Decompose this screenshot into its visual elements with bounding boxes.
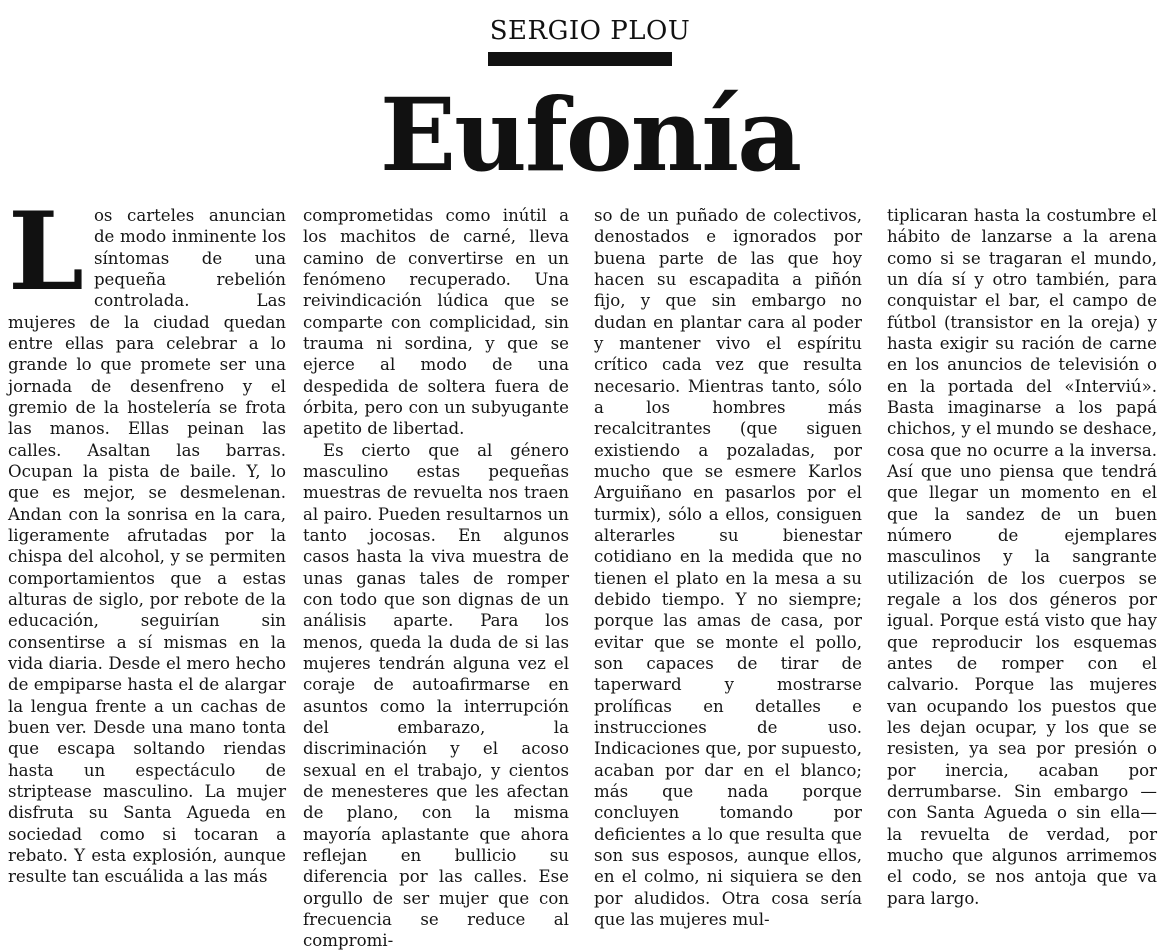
author-byline: SERGIO PLOU xyxy=(489,16,691,46)
paragraph: os carteles anuncian de modo inminente los síntomas de una pequeña rebelión controlada. Las mujeres de la ciudad quedan entre ellas para celebrar a lo grande lo que promete ser una jornada de desenfreno y el gremio de la hostelería se frota las manos. Ellas peinan las calles. Asaltan las barras. Ocupan la pista de baile. Y, lo que es mejor, se desmelenan. Andan con la sonrisa en la cara, ligeramente afrutadas por la chispa del alcohol, y se permiten comportamientos que a estas alturas de siglo, por rebote de la educación, seguirían sin consentirse a sí mismas en la vida diaria. Desde el mero hecho de empiparse hasta el de alargar la lengua frente a un cachas de buen ver. Desde una mano tonta que escapa soltando riendas hasta un espectáculo de striptease masculino. La mujer disfruta su Santa Agueda en sociedad como si tocaran a rebato. Y esta explosión, aunque resulte tan escuálida a las más xyxy=(8,206,286,887)
paragraph: tiplicaran hasta la costumbre el hábito de lanzarse a la arena como si se tragaran el mundo, un día sí y otro también, para conquistar el bar, el campo de fútbol (transistor en la oreja) y hasta exigir su ración de carne en los anuncios de televisión o en la portada del «Interviú». Basta imaginarse a los papá chichos, y el mundo se deshace, cosa que no ocurre a la inversa. Así que uno piensa que tendrá que llegar un momento en el que la sandez de un buen número de ejemplares masculinos y la sangrante utilización de los cuerpos se regale a los dos géneros por igual. Porque está visto que hay que reproducir los esquemas antes de romper con el calvario. Porque las mujeres van ocupando los puestos que les dejan ocupar, y los que se resisten, ya sea por presión o por inercia, acaban por derrumbarse. Sin embargo —con Santa Agueda o sin ella— la revuelta de verdad, por mucho que algunos arrimemos el codo, se nos antoja que va para largo. xyxy=(887,206,1157,908)
byline-rule xyxy=(488,52,672,66)
paragraph: comprometidas como inútil a los machitos de carné, lleva camino de convertirse en un fenómeno recuperado. Una reivindicación lúdica que se comparte con complicidad, sin trauma ni sordina, y que se ejerce al modo de una despedida de soltera fuera de órbita, pero con un subyugante apetito de libertad. xyxy=(303,206,569,439)
drop-cap: L xyxy=(8,189,84,315)
paragraph: Es cierto que al género masculino estas pequeñas muestras de revuelta nos traen al pairo. Pueden resultarnos un tanto jocosas. En algunos casos hasta la viva muestra de unas ganas tales de romper con todo que son dignas de un análisis aparte. Para los menos, queda la duda de si las mujeres tendrán alguna vez el coraje de autoafirmarse en asuntos como la interrupción del embarazo, la discriminación y el acoso sexual en el trabajo, y cientos de menesteres que les afectan de plano, con la misma mayoría aplastante que ahora reflejan en bullicio su diferencia por las calles. Ese orgullo de ser mujer que con frecuencia se reduce al compromi- xyxy=(303,440,569,951)
article-column-2 xyxy=(303,205,569,951)
article-column-3 xyxy=(594,205,862,929)
article-headline: Eufonía xyxy=(379,76,801,194)
article-column-1 xyxy=(8,189,286,887)
article-column-4 xyxy=(887,205,1157,908)
paragraph: so de un puñado de colectivos, denostados e ignorados por buena parte de las que hoy hacen su escapadita a piñón fijo, y que sin embargo no dudan en plantar cara al poder y mantener vivo el espíritu crítico cada vez que resulta necesario. Mientras tanto, sólo a los hombres más recalcitrantes (que siguen existiendo a pozaladas, por mucho que se esmere Karlos Arguiñano en pasarlos por el turmix), sólo a ellos, consiguen alterarles su bienestar cotidiano en la medida que no tienen el plato en la mesa a su debido tiempo. Y no siempre; porque las amas de casa, por evitar que se monte el pollo, son capaces de tirar de taperward y mostrarse prolíficas en detalles e instrucciones de uso. Indicaciones que, por supuesto, acaban por dar en el blanco; más que nada porque concluyen tomando por deficientes a lo que resulta que son sus esposos, aunque ellos, en el colmo, ni siquiera se den por aludidos. Otra cosa sería que las mujeres mul- xyxy=(594,206,862,929)
